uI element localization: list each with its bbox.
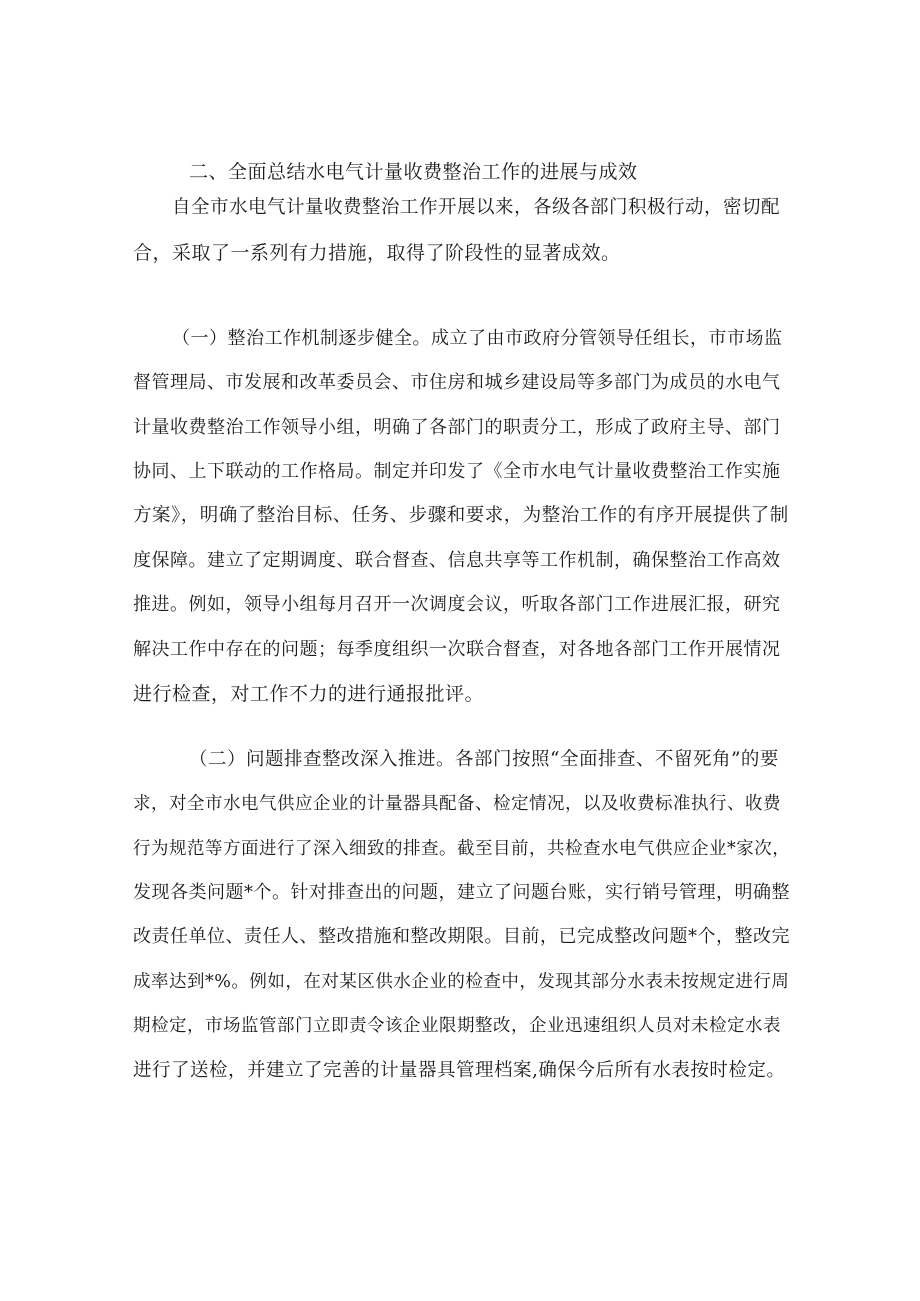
section2-line-5: 改责任单位、责任人、整改措施和整改期限。目前，已完成整改问题*个，整改完: [133, 926, 790, 947]
intro-line-1: 自全市水电气计量收费整治工作开展以来，各级各部门积极行动，密切配: [172, 197, 781, 218]
section-heading: 二、全面总结水电气计量收费整治工作的进展与成效: [189, 161, 638, 183]
section1-line-1: （一）整治工作机制逐步健全。成立了由市政府分管领导任组长，市市场监: [172, 328, 783, 349]
section2-line-2: 求，对全市水电气供应企业的计量器具配备、检定情况，以及收费标准执行、收费: [133, 794, 781, 814]
section2-line-8: 进行了送检，并建立了完善的计量器具管理档案,确保今后所有水表按时检定。: [133, 1060, 786, 1081]
section1-line-4: 协同、上下联动的工作格局。制定并印发了《全市水电气计量收费整治工作实施: [133, 461, 781, 482]
section1-line-8: 解决工作中存在的问题；每季度组织一次联合督查，对各地各部门工作开展情况: [133, 639, 781, 660]
section2-line-1: （二）问题排查整改深入推进。各部门按照“全面排查、不留死角”的要: [189, 749, 779, 770]
section1-line-5: 方案》，明确了整治目标、任务、步骤和要求，为整治工作的有序开展提供了制: [133, 505, 789, 526]
intro-line-2: 合，采取了一系列有力措施，取得了阶段性的显著成效。: [133, 242, 621, 264]
section2-line-4: 发现各类问题*个。针对排查出的问题，建立了问题台账，实行销号管理，明确整: [133, 882, 790, 903]
section1-line-2: 督管理局、市发展和改革委员会、市住房和城乡建设局等多部门为成员的水电气: [133, 372, 781, 393]
section1-line-6: 度保障。建立了定期调度、联合督查、信息共享等工作机制，确保整治工作高效: [133, 550, 781, 571]
section2-line-6: 成率达到*%。例如，在对某区供水企业的检查中，发现其部分水表未按规定进行周: [133, 972, 790, 992]
section2-line-3: 行为规范等方面进行了深入细致的排查。截至目前，共检查水电气供应企业*家次，: [133, 839, 791, 859]
section1-line-7: 推进。例如，领导小组每月召开一次调度会议，听取各部门工作进展汇报，研究: [133, 594, 781, 615]
section1-line-3: 计量收费整治工作领导小组，明确了各部门的职责分工，形成了政府主导、部门: [133, 417, 781, 438]
section1-line-9: 进行检查，对工作不力的进行通报批评。: [133, 683, 485, 705]
section2-line-7: 期检定，市场监管部门立即责令该企业限期整改，企业迅速组织人员对未检定水表: [133, 1016, 781, 1036]
